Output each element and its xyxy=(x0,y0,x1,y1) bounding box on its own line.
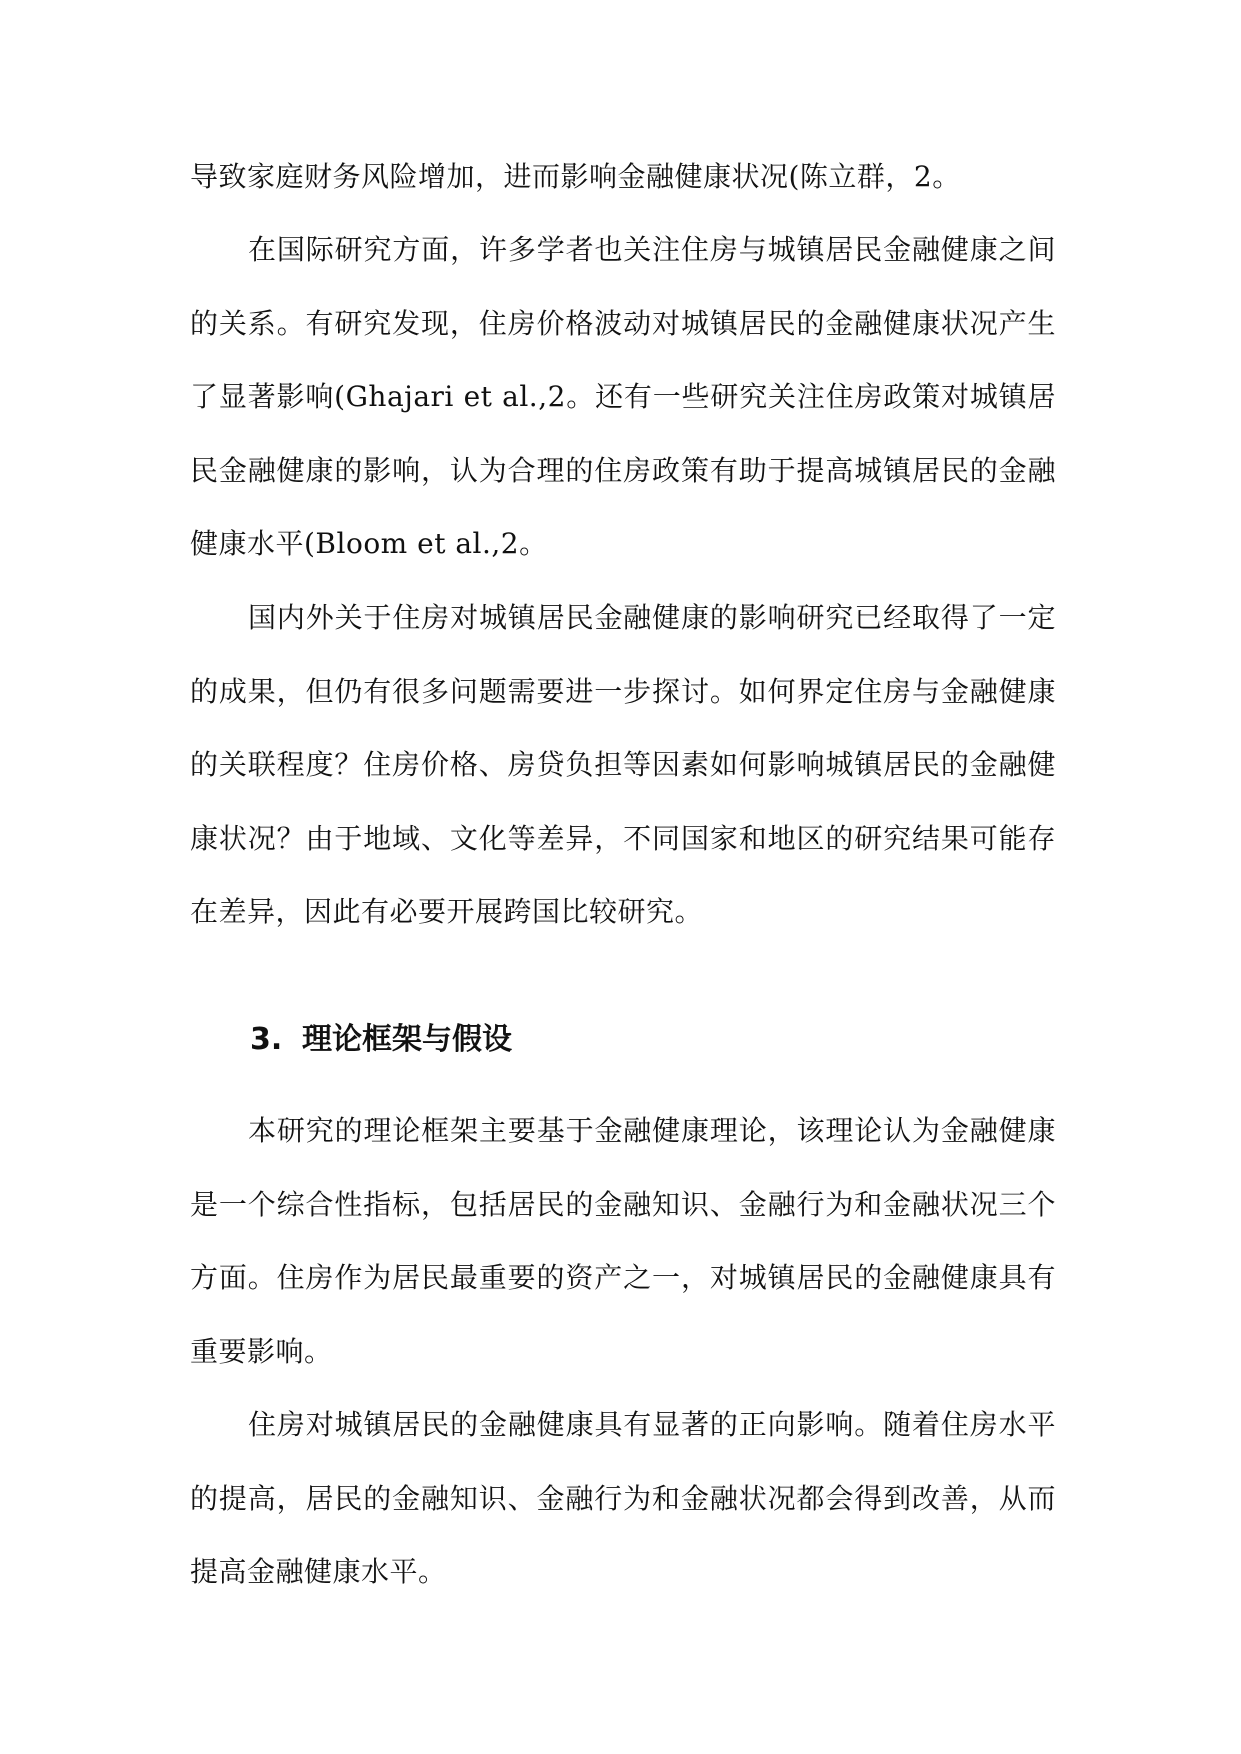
paragraph-hypothesis: 住房对城镇居民的金融健康具有显著的正向影响。随着住房水平的提高，居民的金融知识、金融行为和金融状况都会得到改善，从而提高金融健康水平。 xyxy=(190,1408,1056,1588)
paragraph-international-research: 在国际研究方面，许多学者也关注住房与城镇居民金融健康之间的关系。有研究发现，住房价格波动对城镇居民的金融健康状况产生了显著影响(Ghajari et al.,2。还有一些研究关注住房政策对城镇居民金融健康的影响，认为合理的住房政策有助于提高城镇居民的金融健康水平(Bloom et al.,2。 xyxy=(190,233,1056,560)
paragraph-continuation: 导致家庭财务风险增加，进而影响金融健康状况(陈立群，2。 xyxy=(190,160,961,193)
section-title: 理论框架与假设 xyxy=(302,1022,512,1057)
section-heading xyxy=(250,1010,512,1070)
paragraph-open-questions: 国内外关于住房对城镇居民金融健康的影响研究已经取得了一定的成果，但仍有很多问题需要进一步探讨。如何界定住房与金融健康的关联程度？住房价格、房贷负担等因素如何影响城镇居民的金融健康状况？由于地域、文化等差异，不同国家和地区的研究结果可能存在差异，因此有必要开展跨国比较研究。 xyxy=(190,601,1056,928)
paragraph-theoretical-framework: 本研究的理论框架主要基于金融健康理论，该理论认为金融健康是一个综合性指标，包括居民的金融知识、金融行为和金融状况三个方面。住房作为居民最重要的资产之一，对城镇居民的金融健康具有重要影响。 xyxy=(190,1114,1056,1368)
section-number: 3. xyxy=(250,1022,283,1057)
